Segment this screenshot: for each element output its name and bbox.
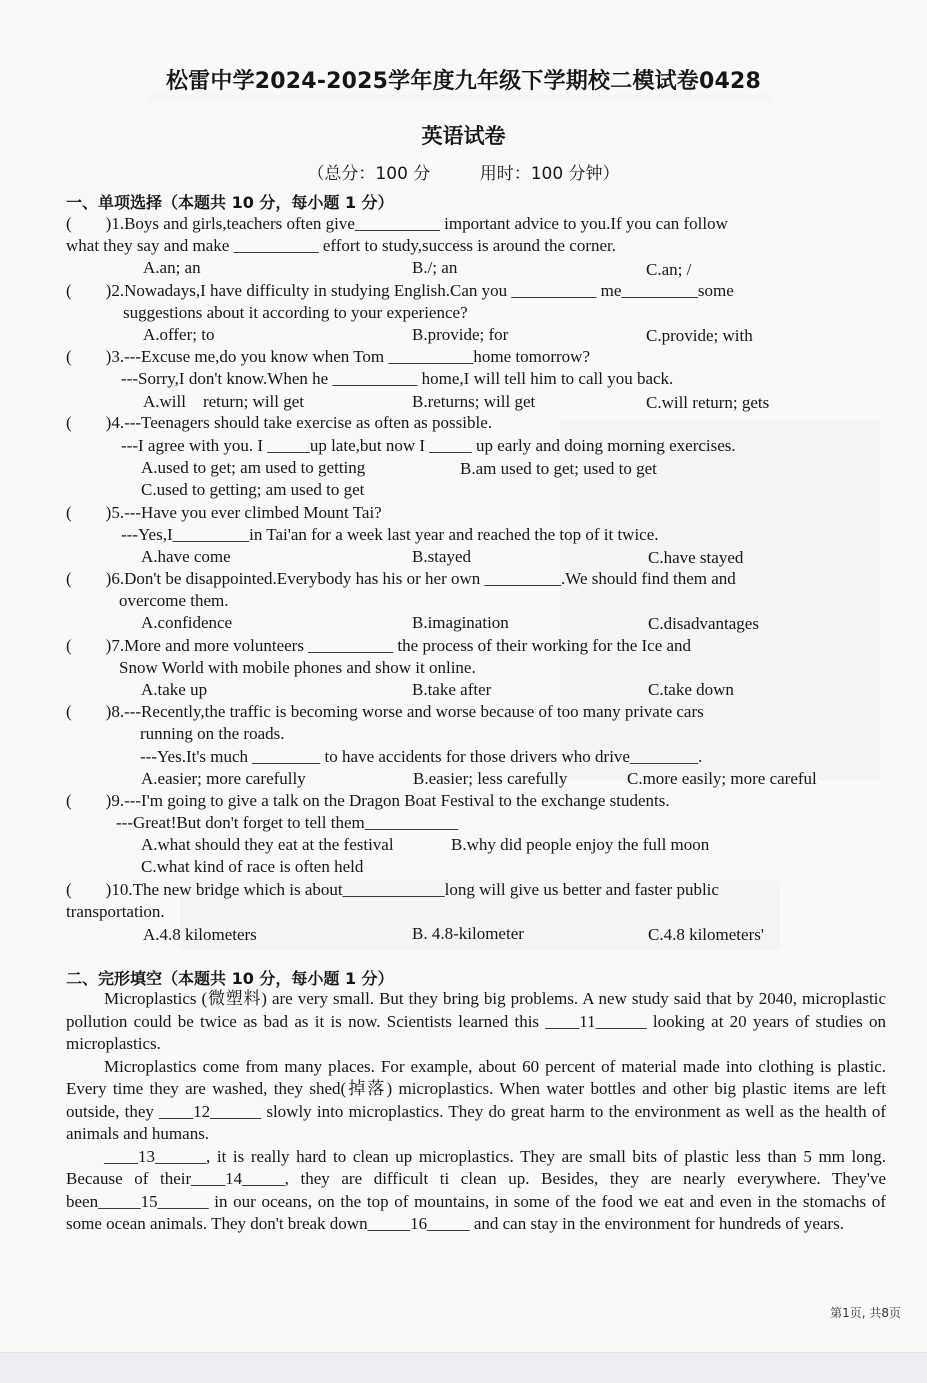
- option-c: C.more easily; more careful: [627, 769, 817, 788]
- time-limit: 用时：100 分钟）: [479, 164, 620, 184]
- subject-title: 英语试卷: [421, 124, 506, 148]
- option-b: B.stayed: [412, 547, 472, 566]
- option-a: A.what should they eat at the festival: [141, 835, 394, 854]
- page-number: 第1页, 共8页: [830, 1306, 901, 1320]
- question-stem: what they say and make __________ effort to study,success is around the corner.: [66, 236, 617, 255]
- option-c: C.take down: [648, 680, 734, 699]
- question-stem: Snow World with mobile phones and show it online.: [119, 658, 476, 677]
- option-a: A.4.8 kilometers: [143, 925, 257, 944]
- option-a: A.easier; more carefully: [141, 769, 306, 788]
- option-b: B.imagination: [412, 613, 509, 632]
- exam-title: 松雷中学2024-2025学年度九年级下学期校二模试卷0428: [165, 69, 762, 94]
- option-c: C.used to getting; am used to get: [141, 480, 365, 499]
- question-stem: ( )2.Nowadays,I have difficulty in studying English.Can you __________ me_________some: [66, 281, 734, 300]
- question-stem: ---Great!But don't forget to tell them___________: [116, 813, 459, 832]
- option-a: A.offer; to: [143, 325, 215, 344]
- option-a: A.have come: [141, 547, 231, 566]
- option-a: A.used to get; am used to getting: [141, 458, 366, 477]
- cloze-paragraph: Microplastics (微塑料) are very small. But they bring big problems. A new study said that by 2040, microplastic pollution could be twice as bad as it is now. Scientists learned this ____11______ looking at 20 years of studies on microplastics.: [66, 989, 886, 1053]
- question-stem: ---Yes,I_________in Tai'an for a week last year and reached the top of it twice.: [121, 525, 659, 544]
- option-c: C.will return; gets: [646, 393, 770, 412]
- option-b: B.returns; will get: [412, 392, 536, 411]
- option-c: C.provide; with: [646, 326, 753, 345]
- question-stem: ( )10.The new bridge which is about____________long will give us better and faster public: [66, 880, 719, 899]
- cloze-paragraph: ____13______, it is really hard to clean up microplastics. They are small bits of plastic less than 5 mm long. Because of their____14_____, they are difficult ti clean up. Besides, they are nearly everywhere. They've been_____15______ in our oceans, on the top of mountains, in some of the food we eat and even in the stomachs of some ocean animals. They don't break down_____16_____ and can stay in the environment for hundreds of years.: [66, 1146, 886, 1233]
- option-c: C.an; /: [646, 260, 692, 279]
- total-score: （总分：100 分: [307, 164, 431, 184]
- option-a: A.an; an: [143, 258, 201, 277]
- question-stem: ( )9.---I'm going to give a talk on the Dragon Boat Festival to the exchange students.: [66, 791, 670, 810]
- option-b: B.why did people enjoy the full moon: [451, 835, 710, 854]
- option-b: B./; an: [412, 258, 458, 277]
- question-stem: ( )8.---Recently,the traffic is becoming worse and worse because of too many private cars: [66, 702, 704, 721]
- option-a: A.confidence: [141, 613, 233, 632]
- viewer-bottom-strip: [0, 1352, 927, 1383]
- option-c: C.what kind of race is often held: [141, 857, 364, 876]
- question-stem: ---Yes.It's much ________ to have accidents for those drivers who drive________.: [140, 747, 703, 766]
- question-stem: running on the roads.: [140, 724, 285, 743]
- question-stem: ( )3.---Excuse me,do you know when Tom __________home tomorrow?: [66, 347, 590, 366]
- bleed-through-mark: [150, 95, 770, 101]
- question-stem: ( )1.Boys and girls,teachers often give__________ important advice to you.If you can follow: [66, 214, 728, 233]
- option-c: C.disadvantages: [648, 614, 759, 633]
- option-c: C.4.8 kilometers': [648, 925, 764, 944]
- question-stem: overcome them.: [119, 591, 229, 610]
- cloze-passage: [66, 988, 886, 1236]
- option-b: B.easier; less carefully: [413, 769, 568, 788]
- option-b: B.take after: [412, 680, 492, 699]
- option-a: A.will return; will get: [143, 392, 305, 411]
- exam-meta: [0, 159, 927, 184]
- question-stem: transportation.: [66, 902, 165, 921]
- question-stem: ( )6.Don't be disappointed.Everybody has his or her own _________.We should find them and: [66, 569, 736, 588]
- question-stem: ( )7.More and more volunteers __________ the process of their working for the Ice and: [66, 636, 692, 655]
- question-stem: ( )5.---Have you ever climbed Mount Tai?: [66, 503, 382, 522]
- section-heading-1: 一、单项选择（本题共 10 分，每小题 1 分）: [66, 193, 394, 212]
- question-stem: suggestions about it according to your experience?: [123, 303, 468, 322]
- cloze-paragraph: Microplastics come from many places. For example, about 60 percent of material made into clothing is plastic. Every time they are washed, they shed(掉落) microplastics. When water bottles and other big plastic items are left outside, they ____12______ slowly into microplastics. They do great harm to the environment as well as the health of animals and humans.: [66, 1056, 886, 1143]
- option-b: B.am used to get; used to get: [460, 459, 657, 478]
- section-heading-2: 二、完形填空（本题共 10 分，每小题 1 分）: [66, 969, 394, 988]
- option-c: C.have stayed: [648, 548, 744, 567]
- option-b: B.provide; for: [412, 325, 509, 344]
- question-stem: ---Sorry,I don't know.When he __________ home,I will tell him to call you back.: [121, 369, 674, 388]
- option-a: A.take up: [141, 680, 208, 699]
- question-stem: ---I agree with you. I _____up late,but now I _____ up early and doing morning exercises.: [121, 436, 736, 455]
- option-b: B. 4.8-kilometer: [412, 924, 524, 943]
- question-stem: ( )4.---Teenagers should take exercise as often as possible.: [66, 413, 493, 432]
